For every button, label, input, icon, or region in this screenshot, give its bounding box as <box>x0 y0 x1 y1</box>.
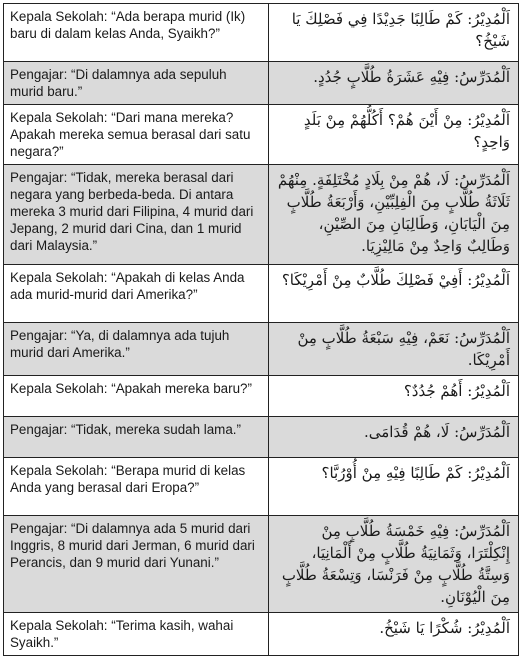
arabic-line: اَلْمُدِيْرُ: كَمْ طَالِبًا فِيْهِ مِنْ أُوْرُبَّا؟ <box>269 458 519 516</box>
dialog-row <box>4 458 519 516</box>
arabic-line: اَلْمُدَرِّسُ: فِيْهِ عَشَرَةُ طُلَّابٍ جُدُدٍ. <box>269 62 519 105</box>
dialog-row <box>4 376 519 417</box>
dialog-row <box>4 165 519 265</box>
arabic-line: اَلْمُدِيْرُ: كَمْ طَالِبًا جَدِيْدًا فِي فَصْلِكَ يَا شَيْخُ؟ <box>269 4 519 62</box>
arabic-line: اَلْمُدَرِّسُ: لَا، هُمْ قُدَامَى. <box>269 417 519 458</box>
arabic-line: اَلْمُدِيْرُ: أَهُمْ جُدُدٌ؟ <box>269 376 519 417</box>
dialog-row <box>4 417 519 458</box>
dialog-row <box>4 516 519 613</box>
dialog-table <box>3 3 519 656</box>
dialog-row <box>4 613 519 656</box>
indonesian-line: Kepala Sekolah: “Terima kasih, wahai Syaikh.” <box>4 613 269 656</box>
arabic-line: اَلْمُدَرِّسُ: لَا، هُمْ مِنْ بِلَادٍ مُخْتَلِفَةٍ. مِنْهُمْ ثَلَاثَةُ طُلَّابٍ مِنَ الْفِلِبِّيْنِ، وَأَرْبَعَةُ طُلَّابٍ مِنَ الْيَابَانِ، وَطَالِبَانِ مِنَ الصِّيْنِ، وَطَالِبٌ وَاحِدٌ مِنْ مَالِيْزِيَا. <box>269 165 519 265</box>
indonesian-line: Pengajar: “Di dalamnya ada sepuluh murid baru.” <box>4 62 269 105</box>
indonesian-line: Kepala Sekolah: “Ada berapa murid (Ik) baru di dalam kelas Anda, Syaikh?” <box>4 4 269 62</box>
arabic-line: اَلْمُدَرِّسُ: نَعَمْ، فِيْهِ سَبْعَةُ طُلَّابٍ مِنْ أَمْرِيْكَا. <box>269 323 519 376</box>
indonesian-line: Pengajar: “Ya, di dalamnya ada tujuh murid dari Amerika.” <box>4 323 269 376</box>
indonesian-line: Kepala Sekolah: “Berapa murid di kelas Anda yang berasal dari Eropa?” <box>4 458 269 516</box>
indonesian-line: Kepala Sekolah: “Dari mana mereka? Apakah mereka semua berasal dari satu negara?” <box>4 105 269 165</box>
arabic-line: اَلْمُدِيْرُ: شُكْرًا يَا شَيْخُ. <box>269 613 519 656</box>
dialog-row <box>4 105 519 165</box>
indonesian-line: Pengajar: “Tidak, mereka berasal dari negara yang berbeda-beda. Di antara mereka 3 murid dari Filipina, 4 murid dari Jepang, 2 murid dari Cina, dan 1 murid dari Malaysia.” <box>4 165 269 265</box>
arabic-line: اَلْمُدَرِّسُ: فِيْهِ خَمْسَةُ طُلَّابٍ مِنْ إِنْكِلْتَرَا، وَثَمَانِيَةُ طُلَّابٍ مِنْ أَلْمَانِيَا، وَسِتَّةُ طُلَّابٍ مِنْ فَرَنْسَا، وَتِسْعَةُ طُلَّابٍ مِنَ الْيُوْنَانِ. <box>269 516 519 613</box>
dialog-row <box>4 265 519 323</box>
indonesian-line: Pengajar: “Tidak, mereka sudah lama.” <box>4 417 269 458</box>
indonesian-line: Kepala Sekolah: “Apakah di kelas Anda ada murid-murid dari Amerika?” <box>4 265 269 323</box>
indonesian-line: Pengajar: “Di dalamnya ada 5 murid dari Inggris, 8 murid dari Jerman, 6 murid dari Perancis, dan 9 murid dari Yunani.” <box>4 516 269 613</box>
arabic-line: اَلْمُدِيْرُ: مِنْ أَيْنَ هُمْ؟ أَكُلُّهُمْ مِنْ بَلَدٍ وَاحِدٍ؟ <box>269 105 519 165</box>
dialog-row <box>4 323 519 376</box>
dialog-row <box>4 62 519 105</box>
dialog-row <box>4 4 519 62</box>
arabic-line: اَلْمُدِيْرُ: أَفِيْ فَصْلِكَ طُلَّابٌ مِنْ أَمْرِيْكَا؟ <box>269 265 519 323</box>
indonesian-line: Kepala Sekolah: “Apakah mereka baru?” <box>4 376 269 417</box>
